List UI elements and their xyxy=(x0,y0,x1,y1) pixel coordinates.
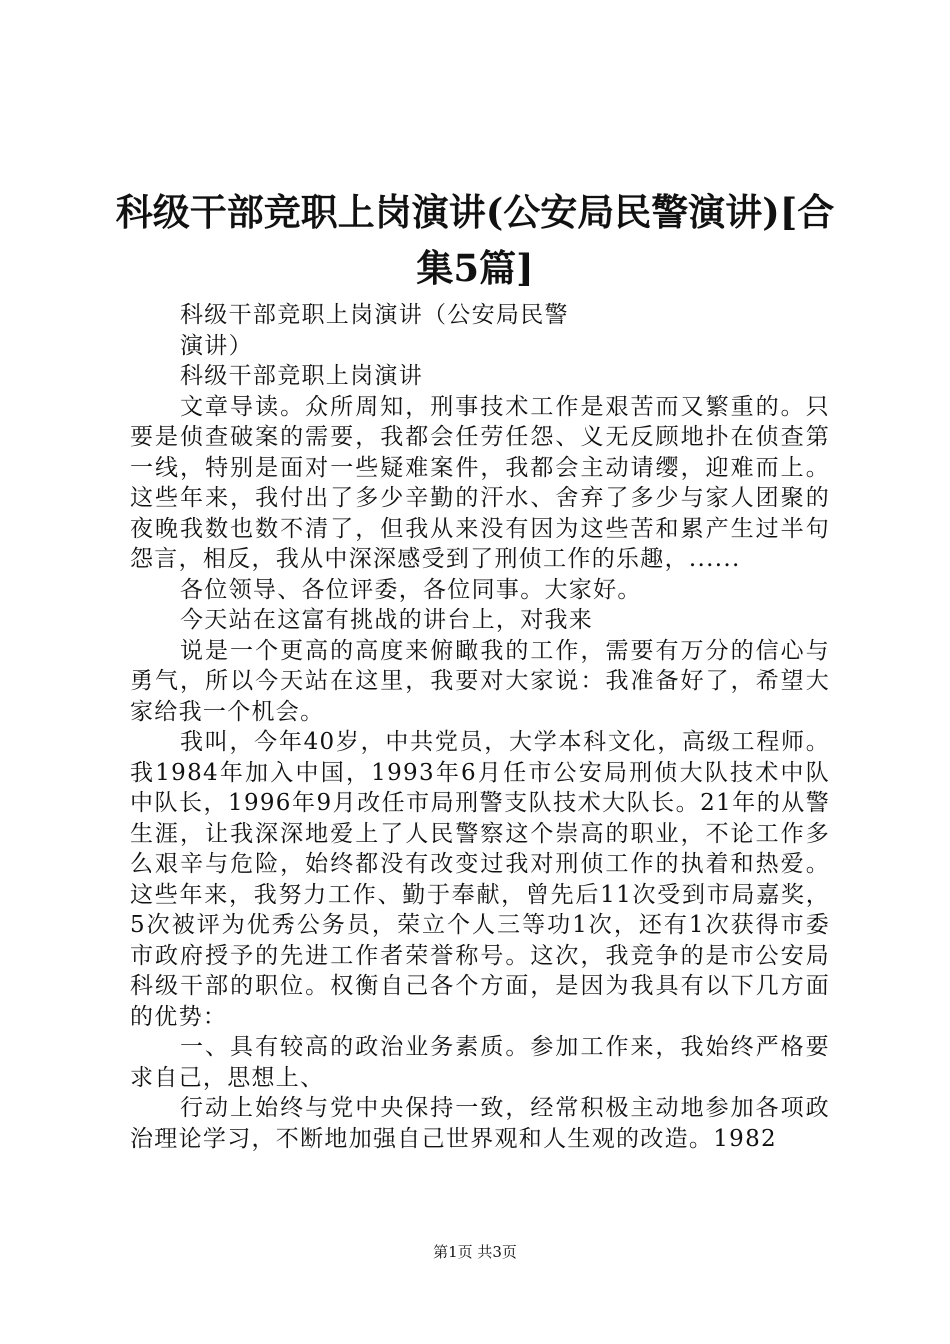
subtitle-line-1: 科级干部竞职上岗演讲（公安局民警 xyxy=(180,302,569,328)
paragraph-self-intro: 我叫，今年40岁，中共党员，大学本科文化，高级工程师。我1984年加入中国，1993年6月任市公安局刑侦大队技术中队中队长，1996年9月改任市局刑警支队技术大队长。21年的从警生涯，让我深深地爱上了人民警察这个崇高的职业，不论工作多么艰辛与危险，始终都没有改变过我对刑侦工作的执着和热爱。这些年来，我努力工作、勤于奉献，曾先后11次受到市局嘉奖，5次被评为优秀公务员，荣立个人三等功1次，还有1次获得市委市政府授予的先进工作者荣誉称号。这次，我竞争的是市公安局科级干部的职位。权衡自己各个方面，是因为我具有以下几方面的优势： xyxy=(130,729,830,1030)
paragraph-greeting: 各位领导、各位评委，各位同事。大家好。 xyxy=(180,576,642,603)
subtitle-line-2: 演讲） xyxy=(180,332,253,359)
paragraph-intro: 文章导读。众所周知，刑事技术工作是艰苦而又繁重的。只要是侦查破案的需要，我都会任劳任怨、义无反顾地扑在侦查第一线，特别是面对一些疑难案件，我都会主动请缨，迎难而上。这些年来，我付出了多少辛勤的汗水、舍弃了多少与家人团聚的夜晚我数也数不清了，但我从来没有因为这些苦和累产生过半句怨言，相反，我从中深深感受到了刑侦工作的乐趣，...... xyxy=(130,393,830,572)
document-title-line-2: 集5篇] xyxy=(416,246,534,290)
subtitle-line-3: 科级干部竞职上岗演讲 xyxy=(180,363,423,389)
paragraph-action: 行动上始终与党中央保持一致，经常积极主动地参加各项政治理论学习，不断地加强自己世界观和人生观的改造。1982 xyxy=(130,1095,830,1152)
page-number-footer: 第1页 共3页 xyxy=(433,1243,517,1261)
paragraph-today: 今天站在这富有挑战的讲台上，对我来 xyxy=(180,607,594,633)
paragraph-quality: 一、具有较高的政治业务素质。参加工作来，我始终严格要求自己，思想上、 xyxy=(130,1034,830,1091)
document-body xyxy=(130,300,830,1154)
paragraph-confidence: 说是一个更高的高度来俯瞰我的工作，需要有万分的信心与勇气，所以今天站在这里，我要对大家说：我准备好了，希望大家给我一个机会。 xyxy=(130,637,830,725)
document-title-line-1: 科级干部竞职上岗演讲(公安局民警演讲)[合 xyxy=(115,190,835,234)
